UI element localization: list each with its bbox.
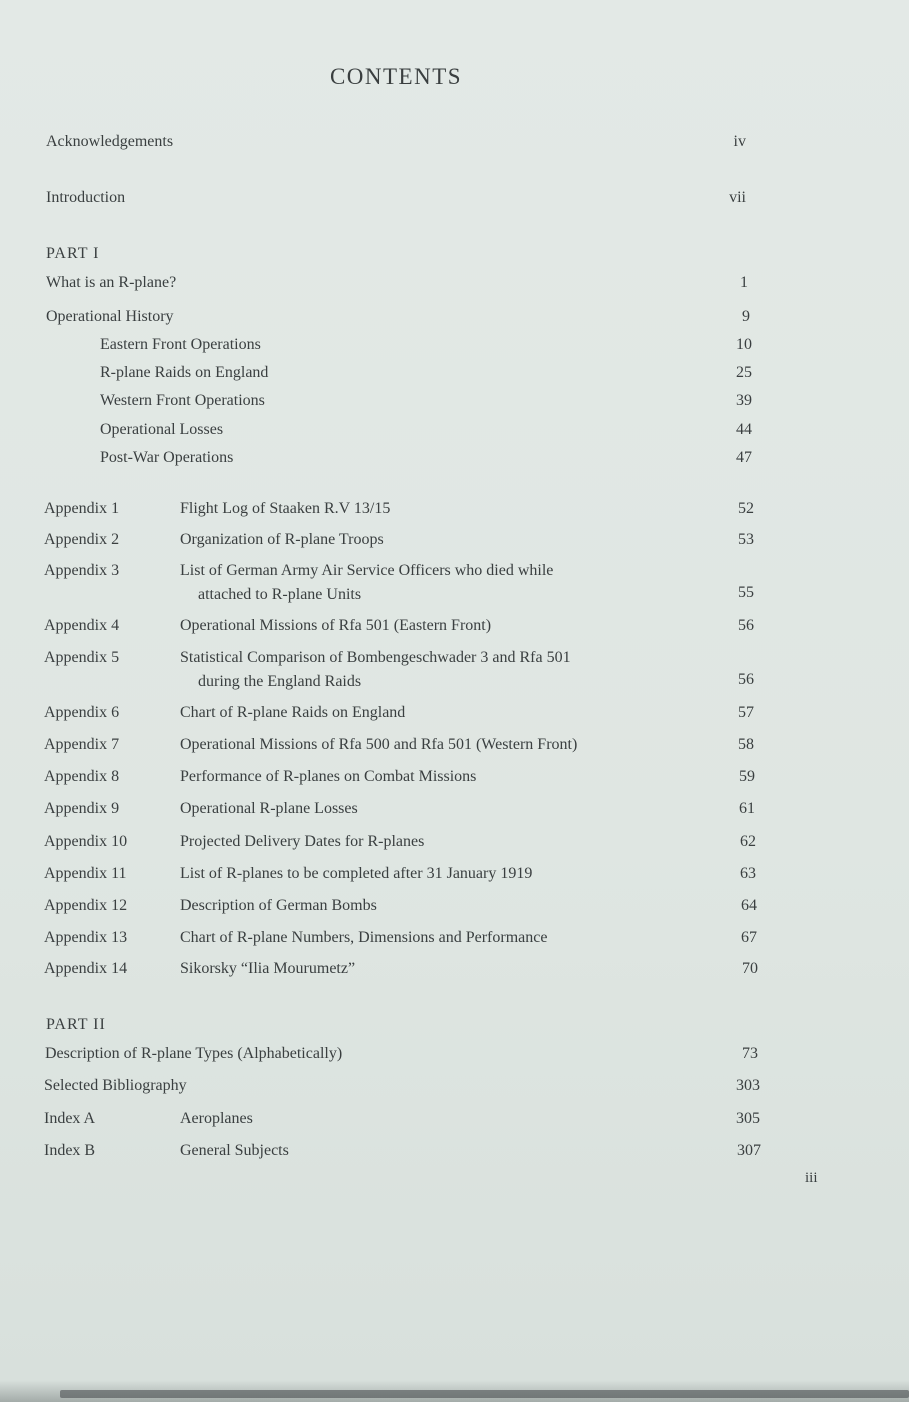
index-label: Index B bbox=[44, 1142, 96, 1159]
toc-entry-label: Acknowledgements bbox=[46, 133, 174, 150]
appendix-label: Appendix 12 bbox=[44, 897, 128, 914]
appendix-label: Appendix 1 bbox=[44, 500, 120, 517]
appendix-title: Operational Missions of Rfa 500 and Rfa 501 (Western Front) bbox=[180, 736, 578, 753]
toc-page-number: 44 bbox=[736, 421, 752, 438]
toc-appendix-11[interactable] bbox=[0, 863, 756, 887]
toc-appendix-3[interactable] bbox=[0, 560, 754, 610]
appendix-title: Statistical Comparison of Bombengeschwader 3 and Rfa 501 bbox=[180, 649, 571, 666]
toc-subentry-post-war[interactable] bbox=[0, 447, 752, 471]
part-heading-label: PART I bbox=[46, 245, 100, 262]
part-heading-label: PART II bbox=[46, 1016, 106, 1033]
appendix-title: Operational Missions of Rfa 501 (Eastern Front) bbox=[180, 617, 492, 634]
toc-page-number: 61 bbox=[739, 800, 755, 817]
toc-entry-bibliography[interactable] bbox=[0, 1075, 760, 1099]
page-bottom-edge bbox=[60, 1390, 909, 1398]
toc-entry-operational-history[interactable] bbox=[0, 306, 750, 330]
toc-page-number: 59 bbox=[739, 768, 755, 785]
toc-page-number: 57 bbox=[738, 704, 754, 721]
appendix-label: Appendix 9 bbox=[44, 800, 120, 817]
appendix-label: Appendix 5 bbox=[44, 649, 120, 666]
toc-page-number: 63 bbox=[740, 865, 756, 882]
toc-entry-label: Post-War Operations bbox=[100, 449, 234, 466]
appendix-label: Appendix 8 bbox=[44, 768, 120, 785]
index-title: Aeroplanes bbox=[180, 1110, 253, 1127]
toc-appendix-4[interactable] bbox=[0, 615, 754, 639]
appendix-title: List of R-planes to be completed after 31 January 1919 bbox=[180, 865, 533, 882]
toc-appendix-1[interactable] bbox=[0, 498, 754, 522]
toc-entry-index-b[interactable] bbox=[0, 1140, 761, 1164]
toc-entry-what-is-r-plane[interactable] bbox=[0, 272, 748, 296]
toc-subentry-operational-losses[interactable] bbox=[0, 419, 752, 443]
toc-page-number: 1 bbox=[740, 274, 748, 291]
appendix-label: Appendix 11 bbox=[44, 865, 127, 882]
appendix-label: Appendix 10 bbox=[44, 833, 128, 850]
appendix-label: Appendix 13 bbox=[44, 929, 128, 946]
part-two-heading bbox=[0, 1014, 758, 1038]
appendix-label: Appendix 6 bbox=[44, 704, 120, 721]
appendix-title: Operational R-plane Losses bbox=[180, 800, 358, 817]
toc-subentry-eastern-front[interactable] bbox=[0, 334, 752, 358]
appendix-title: Sikorsky “Ilia Mourumetz” bbox=[180, 960, 356, 977]
toc-appendix-7[interactable] bbox=[0, 734, 754, 758]
toc-appendix-13[interactable] bbox=[0, 927, 757, 951]
toc-appendix-2[interactable] bbox=[0, 529, 754, 553]
appendix-title-continued: attached to R-plane Units bbox=[198, 586, 362, 603]
toc-page-number: vii bbox=[729, 189, 746, 206]
toc-entry-label: Description of R-plane Types (Alphabetically) bbox=[45, 1045, 343, 1062]
toc-entry-r-plane-types[interactable] bbox=[0, 1043, 758, 1067]
toc-page-number: 55 bbox=[738, 584, 754, 601]
toc-page-number: 64 bbox=[741, 897, 757, 914]
index-label: Index A bbox=[44, 1110, 96, 1127]
toc-page-number: 62 bbox=[740, 833, 756, 850]
appendix-label: Appendix 2 bbox=[44, 531, 120, 548]
toc-page-number: 307 bbox=[737, 1142, 761, 1159]
toc-entry-label: Eastern Front Operations bbox=[100, 336, 261, 353]
toc-appendix-12[interactable] bbox=[0, 895, 757, 919]
toc-page-number: 9 bbox=[742, 308, 750, 325]
toc-entry-label: Western Front Operations bbox=[100, 392, 265, 409]
appendix-title: Organization of R-plane Troops bbox=[180, 531, 384, 548]
toc-entry-label: Operational History bbox=[46, 308, 174, 325]
appendix-label: Appendix 7 bbox=[44, 736, 120, 753]
toc-page-number: 70 bbox=[742, 960, 758, 977]
toc-page-number: 25 bbox=[736, 364, 752, 381]
toc-appendix-9[interactable] bbox=[0, 798, 755, 822]
appendix-title: Chart of R-plane Numbers, Dimensions and Performance bbox=[180, 929, 548, 946]
toc-page-number: 73 bbox=[742, 1045, 758, 1062]
toc-page-number: iv bbox=[733, 133, 746, 150]
appendix-title: Projected Delivery Dates for R-planes bbox=[180, 833, 425, 850]
page-folio: iii bbox=[805, 1170, 818, 1186]
toc-page-number: 67 bbox=[741, 929, 757, 946]
toc-page-number: 305 bbox=[736, 1110, 760, 1127]
index-title: General Subjects bbox=[180, 1142, 289, 1159]
page-title: CONTENTS bbox=[329, 64, 463, 89]
toc-entry-label: Introduction bbox=[46, 189, 126, 206]
appendix-title-continued: during the England Raids bbox=[198, 673, 362, 690]
toc-page-number: 47 bbox=[736, 449, 752, 466]
appendix-label: Appendix 3 bbox=[44, 562, 120, 579]
toc-page-number: 39 bbox=[736, 392, 752, 409]
toc-subentry-western-front[interactable] bbox=[0, 390, 752, 414]
toc-appendix-5[interactable] bbox=[0, 647, 754, 697]
toc-entry-label: What is an R-plane? bbox=[46, 274, 177, 291]
appendix-title: Chart of R-plane Raids on England bbox=[180, 704, 406, 721]
appendix-title: Description of German Bombs bbox=[180, 897, 377, 914]
toc-page-number: 53 bbox=[738, 531, 754, 548]
toc-appendix-6[interactable] bbox=[0, 702, 754, 726]
toc-page-number: 56 bbox=[738, 671, 754, 688]
appendix-label: Appendix 14 bbox=[44, 960, 128, 977]
toc-entry-label: Operational Losses bbox=[100, 421, 224, 438]
toc-entry-label: R-plane Raids on England bbox=[100, 364, 269, 381]
appendix-title: Performance of R-planes on Combat Missions bbox=[180, 768, 477, 785]
toc-page-number: 10 bbox=[736, 336, 752, 353]
toc-page-number: 52 bbox=[738, 500, 754, 517]
toc-entry-acknowledgements[interactable] bbox=[0, 131, 746, 155]
appendix-label: Appendix 4 bbox=[44, 617, 120, 634]
appendix-title: List of German Army Air Service Officers who died while bbox=[180, 562, 554, 579]
toc-entry-index-a[interactable] bbox=[0, 1108, 760, 1132]
toc-page-number: 58 bbox=[738, 736, 754, 753]
part-one-heading bbox=[0, 243, 746, 267]
toc-appendix-14[interactable] bbox=[0, 958, 758, 982]
toc-entry-label: Selected Bibliography bbox=[44, 1077, 187, 1094]
toc-subentry-raids-england[interactable] bbox=[0, 362, 752, 386]
appendix-title: Flight Log of Staaken R.V 13/15 bbox=[180, 500, 391, 517]
toc-entry-introduction[interactable] bbox=[0, 187, 746, 211]
toc-page-number: 303 bbox=[736, 1077, 760, 1094]
toc-appendix-8[interactable] bbox=[0, 766, 755, 790]
toc-page-number: 56 bbox=[738, 617, 754, 634]
toc-appendix-10[interactable] bbox=[0, 831, 756, 855]
